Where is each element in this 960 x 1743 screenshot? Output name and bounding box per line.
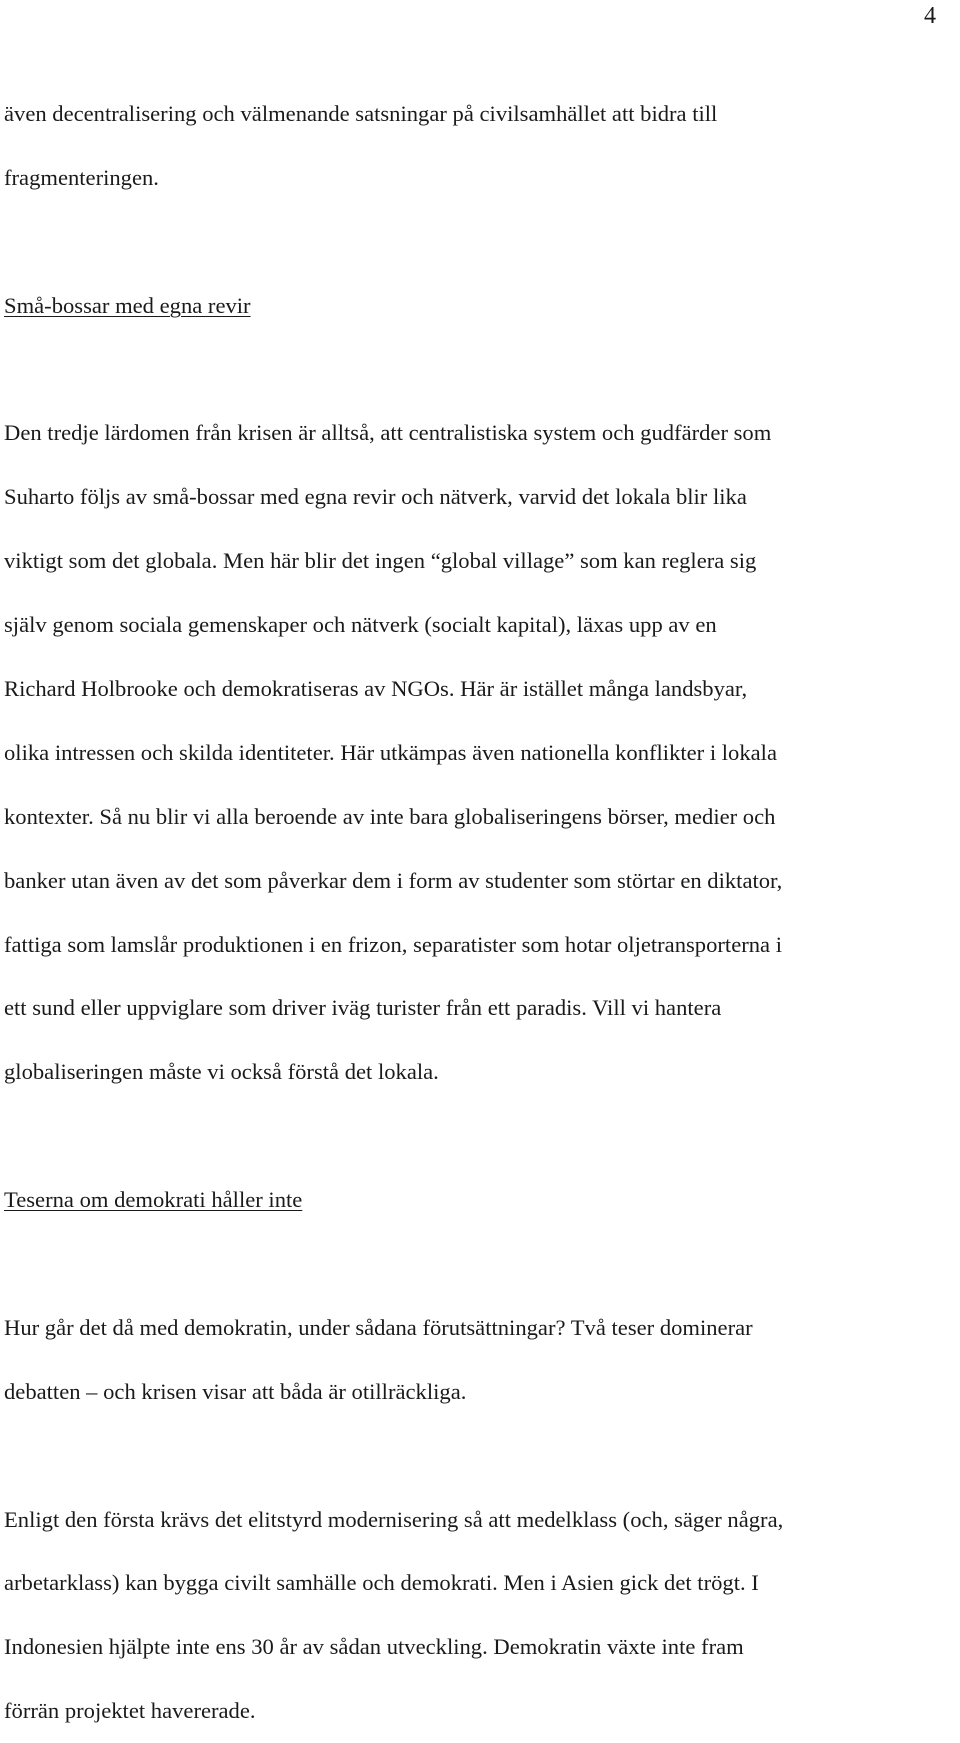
text-line: även decentralisering och välmenande satsningar på civilsamhället att bidra till (4, 101, 718, 126)
text-line: ett sund eller uppviglare som driver iväg turister från ett paradis. Vill vi hantera (4, 995, 722, 1021)
text-line: globaliseringen måste vi också förstå det lokala. (4, 1059, 439, 1085)
text-line: fattiga som lamslår produktionen i en frizon, separatister som hotar oljetransporterna i (4, 931, 782, 957)
document-body (4, 82, 960, 1743)
text-line: själv genom sociala gemenskaper och nätverk (socialt kapital), läxas upp av en (4, 612, 717, 638)
text-line: Suharto följs av små-bossar med egna revir och nätverk, varvid det lokala blir lika (4, 484, 747, 510)
text-line: banker utan även av det som påverkar dem i form av studenter som störtar en diktator, (4, 867, 783, 893)
section-heading (4, 1168, 960, 1232)
paragraph (4, 1488, 960, 1743)
text-line: Hur går det då med demokratin, under sådana förutsättningar? Två teser dominerar (4, 1314, 753, 1340)
text-line: kontexter. Så nu blir vi alla beroende av inte bara globaliseringens börser, medier och (4, 803, 776, 829)
text-line: arbetarklass) kan bygga civilt samhälle och demokrati. Men i Asien gick det trögt. I (4, 1570, 759, 1596)
paragraph (4, 82, 960, 210)
text-line: Enligt den första krävs det elitstyrd modernisering så att medelklass (och, säger några, (4, 1506, 784, 1532)
text-line: förrän projektet havererade. (4, 1698, 256, 1724)
text-line: Richard Holbrooke och demokratiseras av NGOs. Här är istället många landsbyar, (4, 676, 748, 702)
page-number: 4 (924, 3, 936, 29)
section-heading-text: Teserna om demokrati håller inte (4, 1187, 303, 1213)
text-line: fragmenteringen. (4, 164, 159, 190)
paragraph (4, 401, 960, 1104)
text-line: Indonesien hjälpte inte ens 30 år av sådan utveckling. Demokratin växte inte fram (4, 1634, 744, 1660)
text-line: debatten – och krisen visar att båda är otillräckliga. (4, 1378, 467, 1404)
text-line: olika intressen och skilda identiteter. Här utkämpas även nationella konflikter i lokala (4, 739, 777, 765)
section-heading-text: Små-bossar med egna revir (4, 292, 251, 318)
text-line: Den tredje lärdomen från krisen är alltså, att centralistiska system och gudfärder som (4, 420, 772, 446)
text-line: viktigt som det globala. Men här blir det ingen “global village” som kan reglera sig (4, 548, 757, 574)
paragraph (4, 1296, 960, 1424)
section-heading (4, 274, 960, 338)
